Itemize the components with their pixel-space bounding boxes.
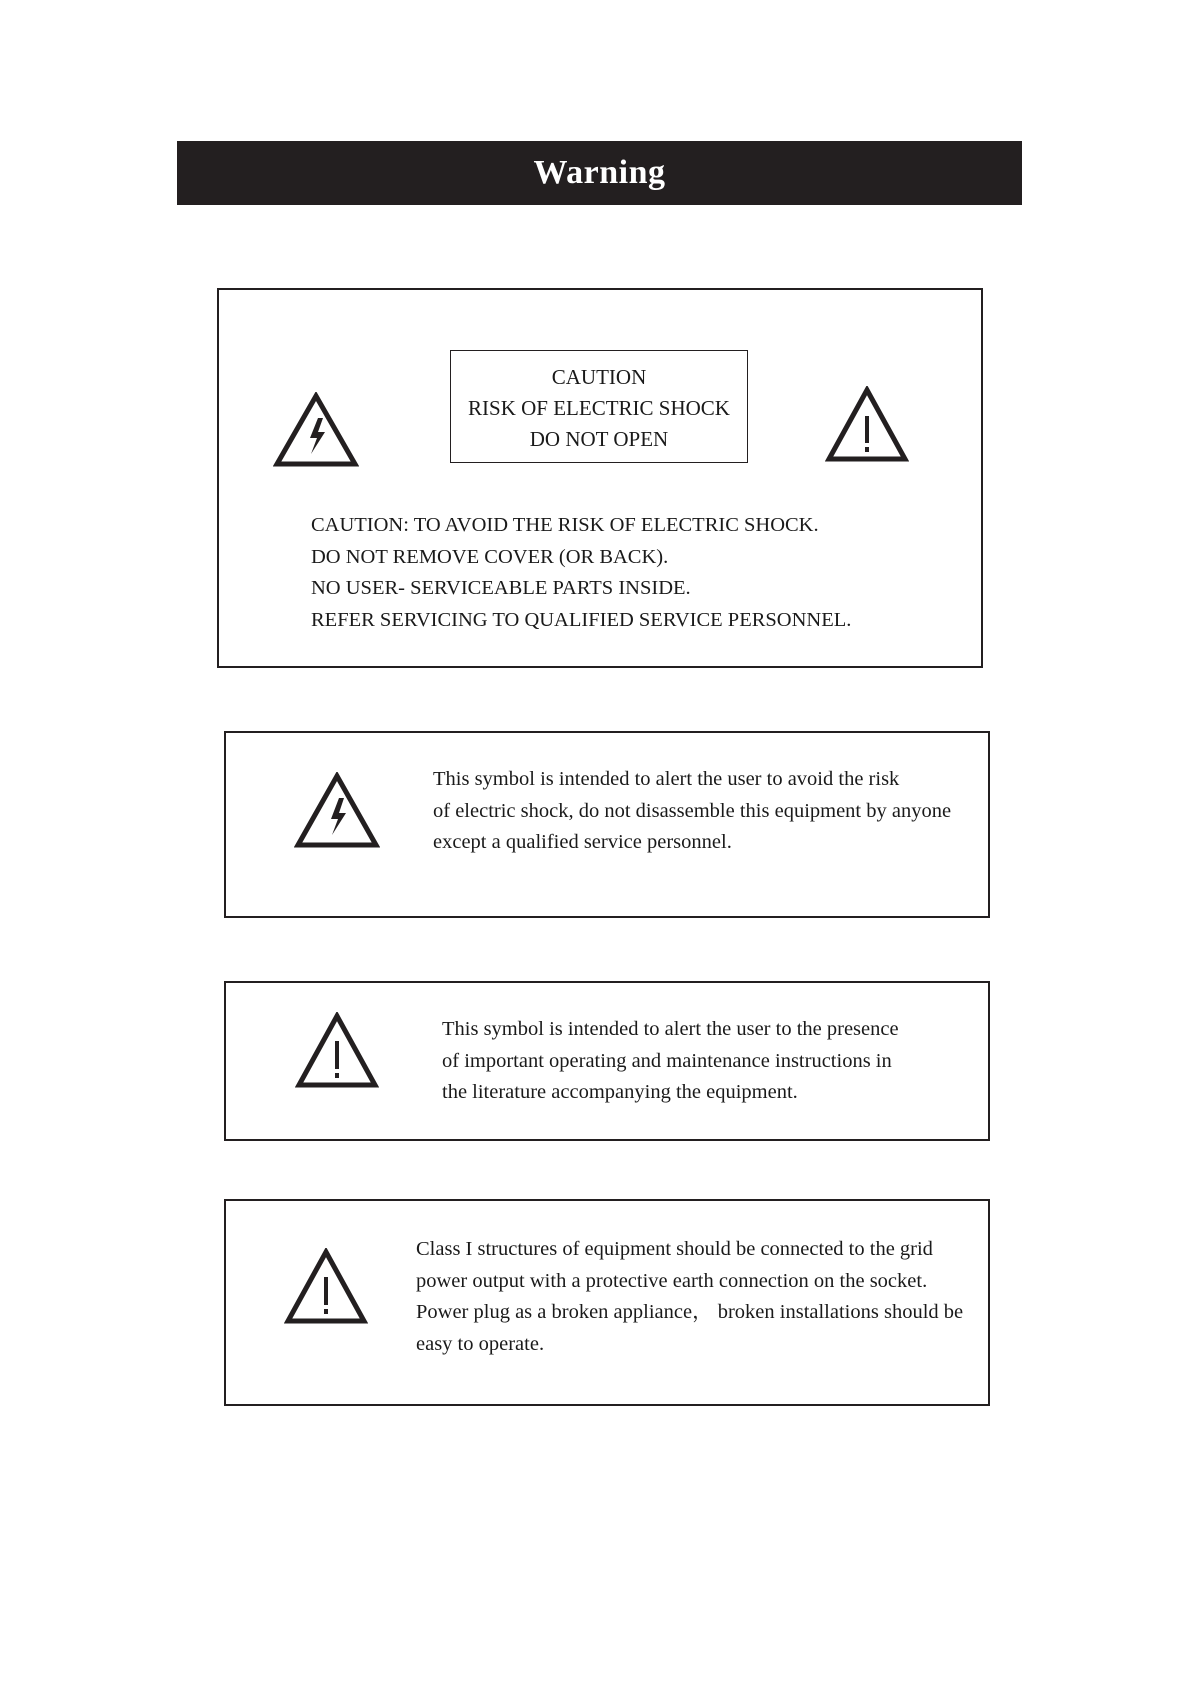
shock-description-line: of electric shock, do not disassemble this equipment by anyone bbox=[433, 799, 952, 822]
exclamation-warning-icon bbox=[295, 1012, 379, 1090]
class-one-line: Class I structures of equipment should be connected to the grid bbox=[416, 1238, 933, 1260]
caution-notice-line: CAUTION: TO AVOID THE RISK OF ELECTRIC SHOCK. bbox=[311, 514, 819, 536]
shock-symbol-description bbox=[433, 764, 951, 859]
caution-notice-line: REFER SERVICING TO QUALIFIED SERVICE PERSONNEL. bbox=[311, 608, 852, 631]
caution-notice bbox=[311, 510, 851, 636]
caution-notice-line: DO NOT REMOVE COVER (OR BACK). bbox=[311, 545, 669, 568]
electric-shock-warning-icon bbox=[294, 772, 380, 850]
shock-description-line: except a qualified service personnel. bbox=[433, 831, 732, 853]
attention-description-line: This symbol is intended to alert the user to the presence bbox=[442, 1018, 899, 1040]
attention-symbol-description bbox=[442, 1014, 899, 1109]
shock-description-line: This symbol is intended to alert the user to avoid the risk bbox=[433, 768, 900, 790]
caution-label-line: RISK OF ELECTRIC SHOCK bbox=[468, 396, 730, 420]
caution-label bbox=[450, 350, 748, 463]
page-title: Warning bbox=[533, 154, 666, 191]
warning-header bbox=[177, 141, 1022, 205]
caution-label-line: CAUTION bbox=[551, 365, 647, 389]
electric-shock-warning-icon bbox=[273, 392, 359, 468]
class-one-line: power output with a protective earth connection on the socket. bbox=[416, 1269, 928, 1292]
class-one-line: Power plug as a broken appliance， broken installations should be bbox=[416, 1301, 964, 1323]
caution-label-line: DO NOT OPEN bbox=[529, 427, 669, 451]
attention-description-line: the literature accompanying the equipment. bbox=[442, 1081, 798, 1103]
caution-notice-line: NO USER- SERVICEABLE PARTS INSIDE. bbox=[311, 577, 691, 599]
class-one-description bbox=[416, 1234, 963, 1360]
exclamation-warning-icon bbox=[825, 386, 909, 464]
class-one-line: easy to operate. bbox=[416, 1332, 545, 1355]
exclamation-warning-icon bbox=[284, 1248, 368, 1326]
attention-description-line: of important operating and maintenance instructions in bbox=[442, 1049, 892, 1072]
